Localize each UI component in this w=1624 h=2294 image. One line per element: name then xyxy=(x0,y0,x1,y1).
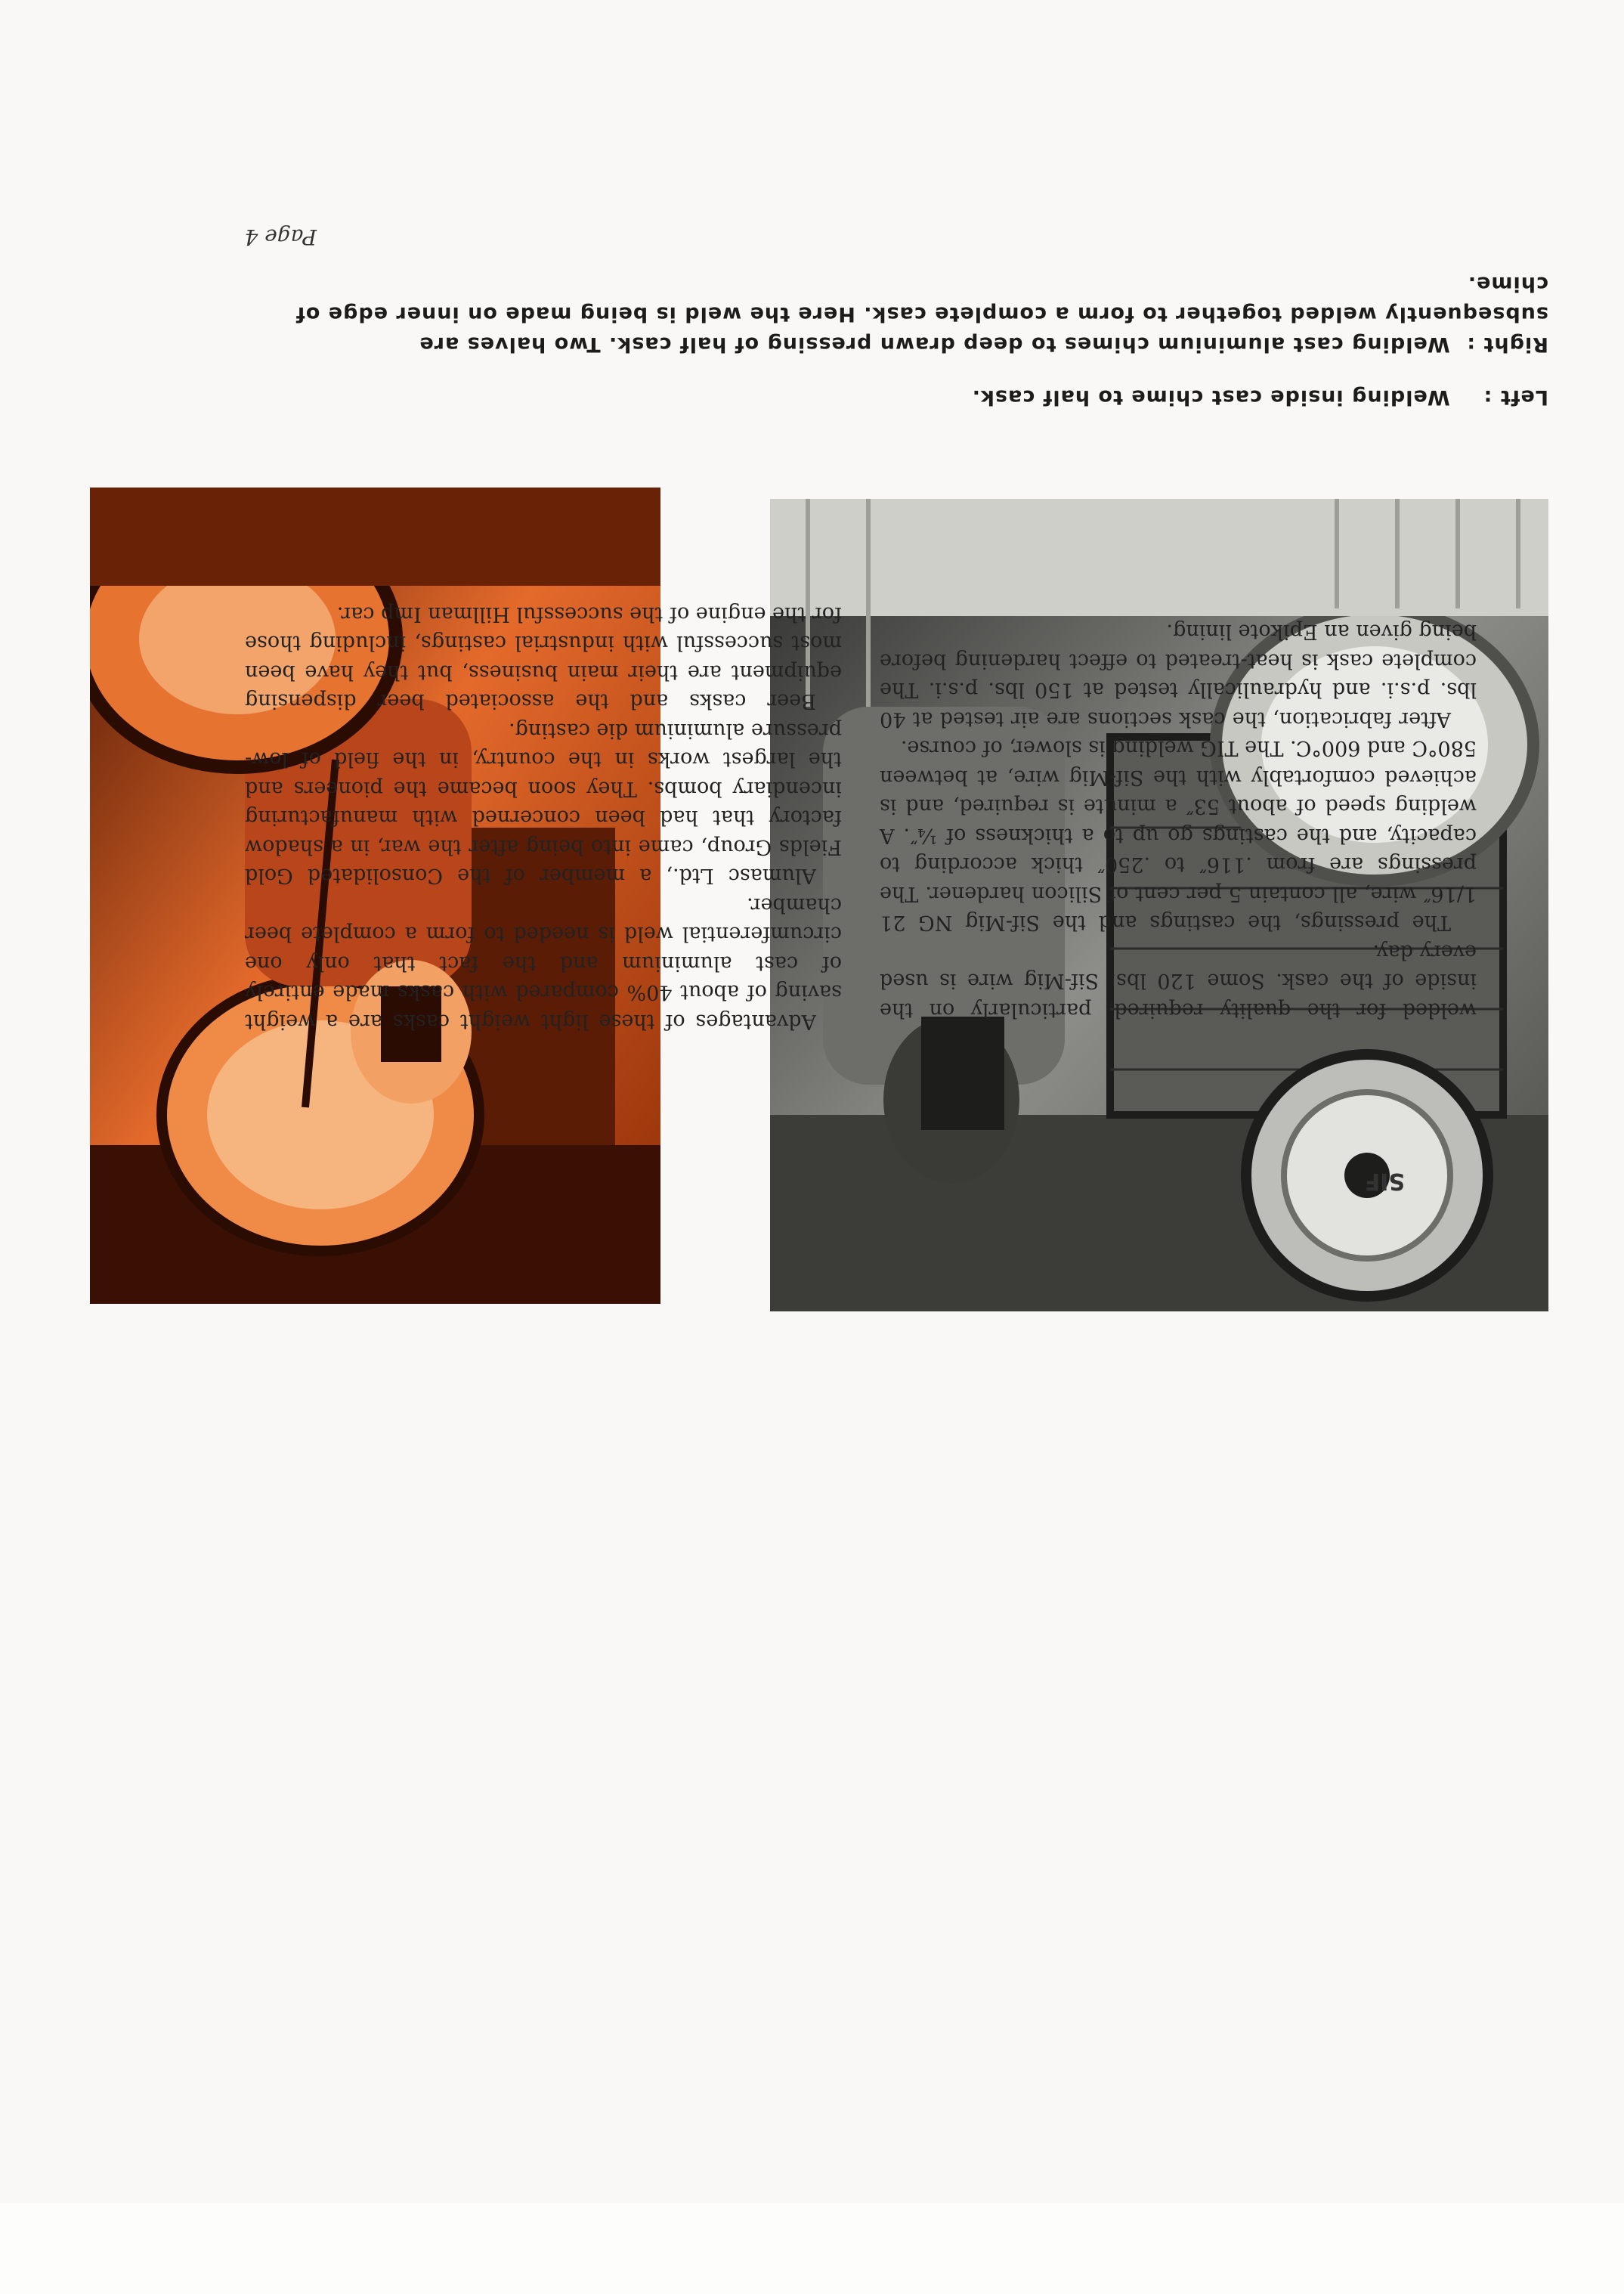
paper-edge xyxy=(0,2203,1624,2294)
caption-right xyxy=(279,268,1548,359)
caption-left-tag: Left : xyxy=(1483,385,1548,409)
page-number: Page 4 xyxy=(244,224,317,249)
caption-right-text: Welding cast aluminium chimes to deep drawn pressing of half cask. Two halves are subsequently welded together to form a complete cask. Here the weld is being made on inner edge of chime. xyxy=(295,272,1548,356)
text-column-right xyxy=(245,599,842,1036)
paragraph: Alumasc Ltd., a member of the Consolidated Gold Fields Group, came into being after the war, in a shadow factory that had been concerned with manufacturing incendiary bombs. They soon became the pioneers and the largest works in the country, in the field of low-pressure aluminium die casting. xyxy=(245,719,842,888)
text-column-left xyxy=(880,617,1477,1024)
caption-left-text: Welding inside cast chime to half cask. xyxy=(971,385,1450,409)
caption-right-tag: Right : xyxy=(1466,333,1548,356)
photo-reel-label: SIF xyxy=(1364,1168,1405,1194)
caption-left xyxy=(279,382,1548,412)
paragraph: The pressings, the castings and the Sif-Mig NG 21 1/16″ wire, all contain 5 per cent of Silicon hardener. The pressings are from .116″ to .250″ thick according to capacity, and the castings go up to a thickness of ¼″. A welding speed of about 53″ a minute is required, and is achieved comfortably with the Sif-Mig wire, at between 580°C and 600°C. The TIG welding is slower, of course. xyxy=(880,736,1477,935)
paragraph: Beer casks and the associated beer dispensing equipment are their main business, but they have been most successful with industrial castings, including those for the engine of the successful Hillman Imp car. xyxy=(245,602,842,714)
paragraph: After fabrication, the cask sections are air tested at 40 lbs. p.s.i. and hydraulically tested at 150 lbs. p.s.i. The complete cask is heat-treated to effect hardening before being given an Epikote lining. xyxy=(880,620,1477,731)
paragraph: Advantages of these light weight casks are a weight saving of about 40% compared with casks made entirely of cast aluminium and the fact that only one circumferential weld is needed to form a complete beer chamber. xyxy=(245,893,842,1033)
paragraph: welded for the quality required, particularly on the inside of the cask. Some 120 lbs. Sif-Mig wire is used every day. xyxy=(880,940,1477,1022)
